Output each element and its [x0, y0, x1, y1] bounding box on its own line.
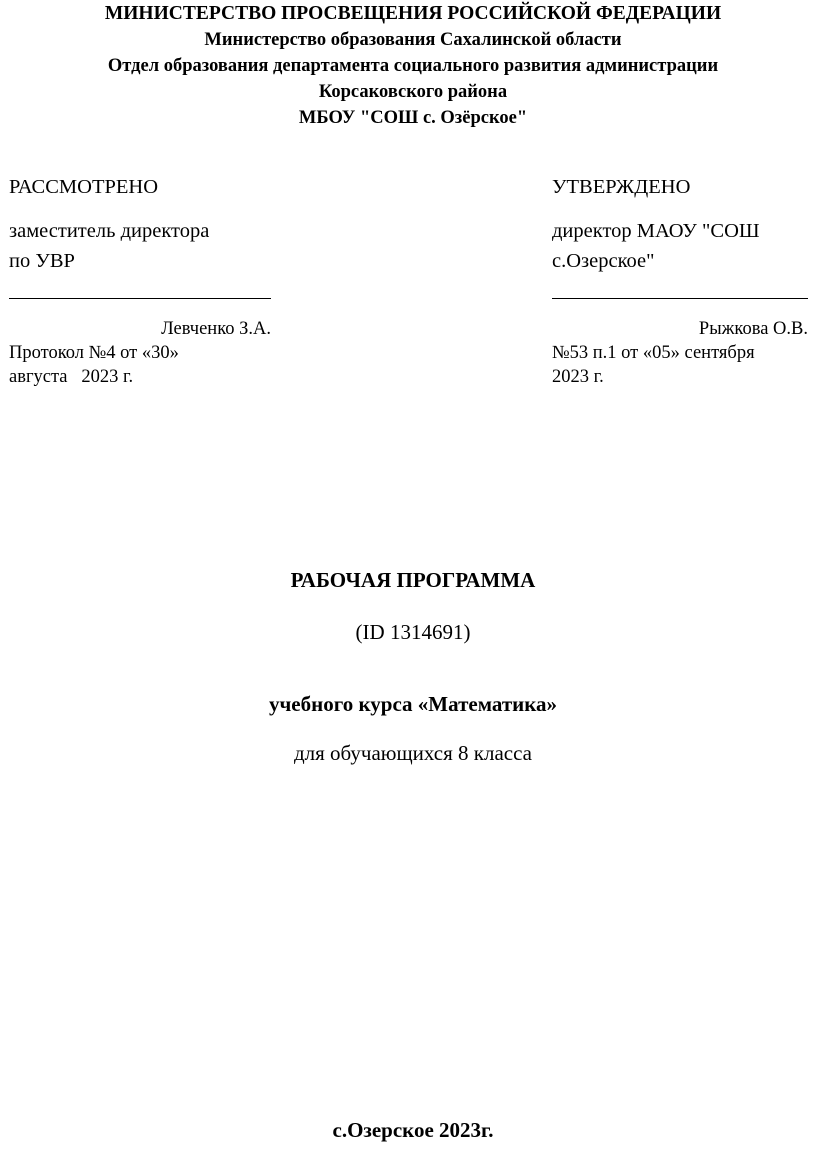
ministry-regional: Министерство образования Сахалинской области — [204, 30, 622, 50]
program-title: РАБОЧАЯ ПРОГРАММА — [290, 568, 536, 592]
place-year: с.Озерское 2023г. — [332, 1118, 494, 1142]
reviewed-protocol-line1: Протокол №4 от «30» — [9, 343, 179, 363]
reviewed-heading: РАССМОТРЕНО — [9, 176, 158, 198]
reviewed-signature-line — [9, 298, 271, 299]
approved-protocol-line1: №53 п.1 от «05» сентября — [552, 343, 755, 363]
reviewed-role-line1: заместитель директора — [9, 220, 210, 242]
approved-role-line2: с.Озерское" — [552, 250, 655, 272]
reviewed-block — [9, 174, 271, 389]
program-id: (ID 1314691) — [355, 620, 471, 644]
target-audience: для обучающихся 8 класса — [293, 741, 533, 765]
approved-protocol-line2: 2023 г. — [552, 367, 604, 387]
reviewed-signer: Левченко З.А. — [161, 319, 271, 339]
district-name: Корсаковского района — [318, 82, 508, 102]
education-department: Отдел образования департамента социального развития администрации — [107, 56, 719, 76]
course-name: учебного курса «Математика» — [268, 692, 558, 716]
approved-signature-line — [552, 298, 808, 299]
approved-signer: Рыжкова О.В. — [698, 319, 808, 339]
reviewed-protocol-line2: августа 2023 г. — [9, 367, 134, 387]
reviewed-role-line2: по УВР — [9, 250, 75, 272]
document-header — [0, 1, 816, 131]
approved-heading: УТВЕРЖДЕНО — [552, 176, 691, 198]
school-name: МБОУ "СОШ с. Озёрское" — [298, 108, 528, 128]
approved-role-line1: директор МАОУ "СОШ — [552, 220, 760, 242]
ministry-federal: МИНИСТЕРСТВО ПРОСВЕЩЕНИЯ РОССИЙСКОЙ ФЕДЕРАЦИИ — [104, 3, 722, 24]
approved-block — [552, 174, 808, 389]
